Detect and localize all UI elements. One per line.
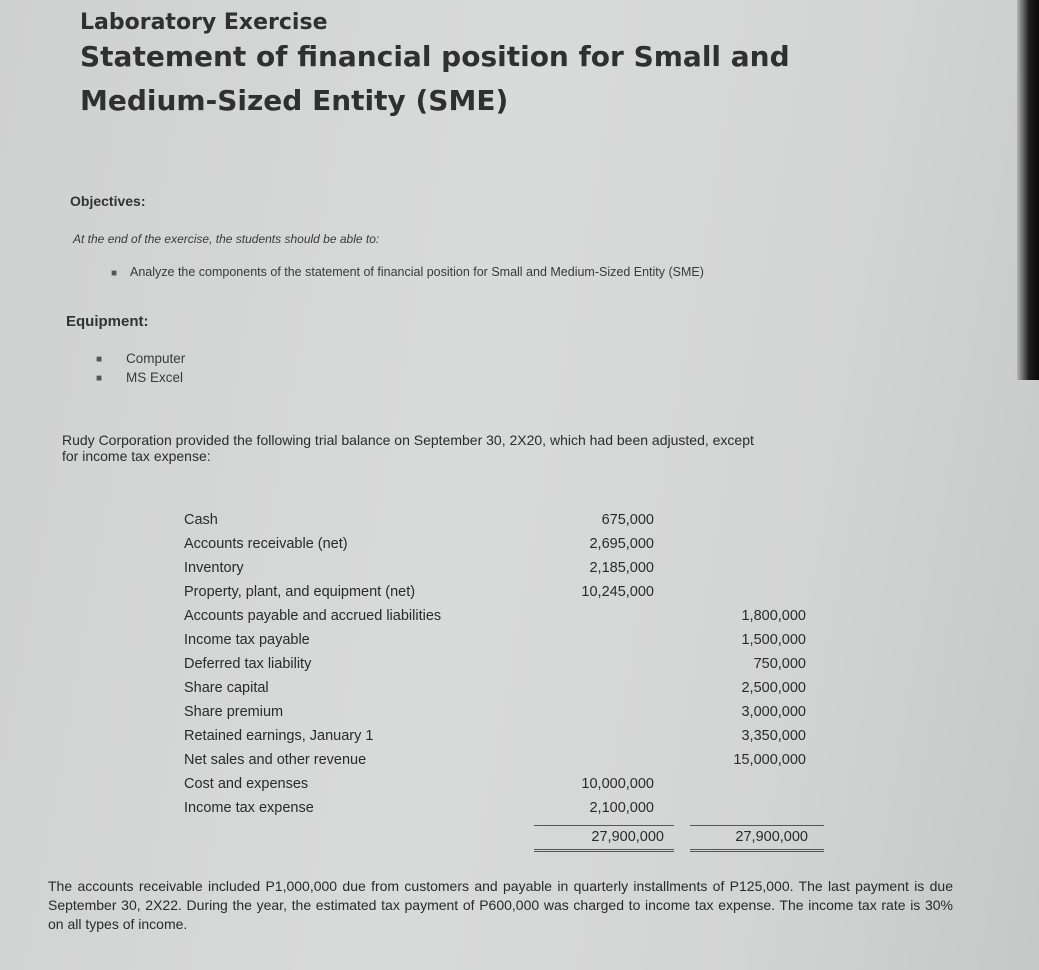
- credit-amount: 3,000,000: [741, 704, 806, 720]
- table-row: [184, 749, 824, 773]
- debit-amount: 675,000: [601, 512, 654, 528]
- debit-amount: 10,000,000: [581, 776, 654, 792]
- trial-balance-table: [184, 509, 824, 847]
- bullet-icon: ■: [96, 354, 103, 365]
- credit-amount: 2,500,000: [741, 680, 806, 696]
- document-title-line-1: Statement of financial position for Small and: [80, 40, 790, 73]
- table-row: [184, 581, 824, 605]
- total-debit: 27,900,000: [534, 825, 674, 852]
- table-row: [184, 773, 824, 797]
- table-row: [184, 725, 824, 749]
- credit-amount: 750,000: [753, 656, 806, 672]
- document-title-line-2: Medium-Sized Entity (SME): [80, 84, 509, 117]
- table-row: [184, 509, 824, 533]
- account-name: Net sales and other revenue: [184, 752, 367, 768]
- credit-amount: 1,800,000: [741, 608, 806, 624]
- credit-amount: 3,350,000: [741, 728, 806, 744]
- account-name: Share capital: [184, 680, 269, 696]
- table-row: [184, 797, 824, 821]
- equipment-item-computer: Computer: [126, 351, 186, 366]
- additional-info-paragraph: The accounts receivable included P1,000,000 due from customers and payable in quarterly installments of P125,000. The last payment is due September 30, 2X22. During the year, the estimated tax payment of P600,000 was charged to income tax expense. The income tax rate is 30% on all types of income.: [48, 878, 953, 932]
- problem-intro-line-1: Rudy Corporation provided the following trial balance on September 30, 2X20, which had been adjusted, except: [62, 432, 754, 448]
- account-name: Income tax payable: [184, 632, 310, 648]
- debit-amount: 2,100,000: [589, 800, 654, 816]
- debit-amount: 2,695,000: [589, 536, 654, 552]
- account-name: Inventory: [184, 560, 244, 576]
- objective-item: Analyze the components of the statement of financial position for Small and Medium-Sized Entity (SME): [130, 265, 704, 279]
- total-credit: 27,900,000: [690, 825, 824, 852]
- table-row: [184, 629, 824, 653]
- table-row: [184, 677, 824, 701]
- account-name: Accounts payable and accrued liabilities: [184, 608, 442, 624]
- account-name: Accounts receivable (net): [184, 536, 348, 552]
- objectives-heading: Objectives:: [70, 193, 146, 209]
- account-name: Deferred tax liability: [184, 656, 312, 672]
- account-name: Cash: [184, 512, 218, 528]
- bullet-icon: ■: [111, 268, 118, 279]
- photo-dark-edge: [1017, 0, 1039, 380]
- table-row: [184, 653, 824, 677]
- account-name: Cost and expenses: [184, 776, 309, 792]
- problem-intro-line-2: for income tax expense:: [62, 448, 211, 464]
- objectives-intro: At the end of the exercise, the students should be able to:: [73, 232, 380, 246]
- table-row: [184, 701, 824, 725]
- bullet-icon: ■: [96, 373, 103, 384]
- table-row: [184, 557, 824, 581]
- debit-amount: 10,245,000: [581, 584, 654, 600]
- account-name: Share premium: [184, 704, 284, 720]
- equipment-heading: Equipment:: [66, 313, 149, 330]
- equipment-item-excel: MS Excel: [126, 370, 184, 385]
- totals-row: [184, 821, 824, 847]
- account-name: Property, plant, and equipment (net): [184, 584, 416, 600]
- credit-amount: 15,000,000: [733, 752, 806, 768]
- table-row: [184, 605, 824, 629]
- credit-amount: 1,500,000: [741, 632, 806, 648]
- account-name: Income tax expense: [184, 800, 314, 816]
- account-name: Retained earnings, January 1: [184, 728, 374, 744]
- table-row: [184, 533, 824, 557]
- exercise-label: Laboratory Exercise: [80, 10, 328, 35]
- debit-amount: 2,185,000: [589, 560, 654, 576]
